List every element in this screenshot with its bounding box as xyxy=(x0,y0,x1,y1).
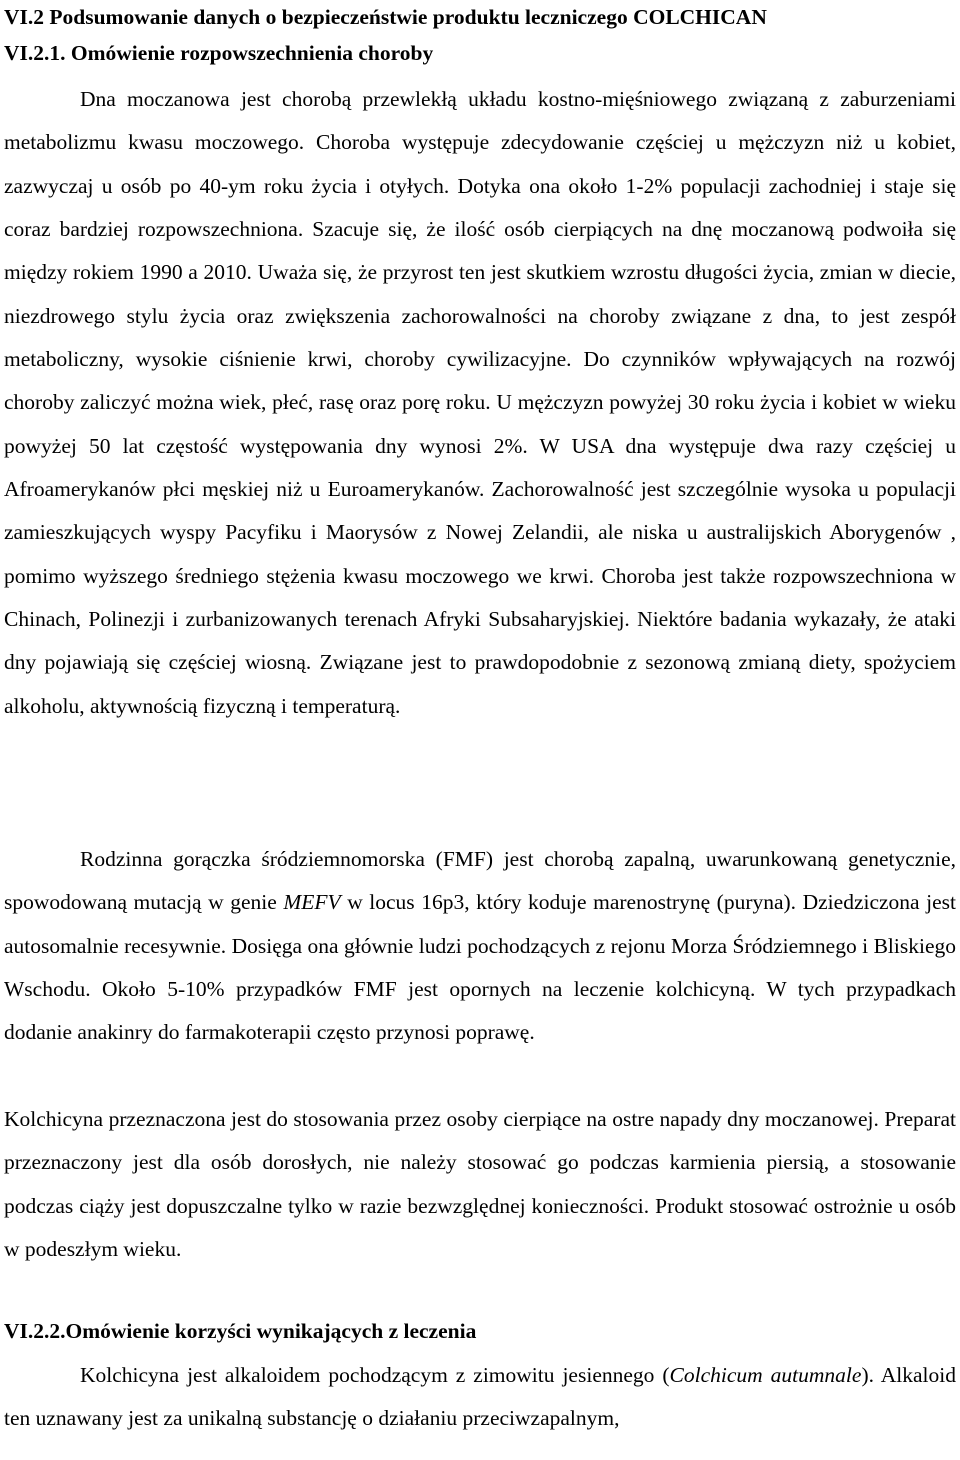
subsection-title-treatment-benefits: VI.2.2.Omówienie korzyści wynikających z leczenia xyxy=(4,1319,477,1343)
gene-name: MEFV xyxy=(283,890,341,915)
paragraph-origin-text-start: Kolchicyna jest alkaloidem pochodzącym z zimowitu jesiennego ( xyxy=(80,1363,670,1387)
paragraph-gout-prevalence: Dna moczanowa jest chorobą przewlekłą układu kostno-mięśniowego związaną z zaburzeniami metabolizmu kwasu moczowego. Choroba występuje zdecydowanie częściej u mężczyzn niż u kobiet, zazwyczaj u osób po 40-ym roku życia i otyłych. Dotyka ona około 1-2% populacji zachodniej i staje się coraz bardziej rozpowszechniona. Szacuje się, że ilość osób cierpiących na dnę moczanową podwoiła się między rokiem 1990 a 2010. Uważa się, że przyrost ten jest skutkiem wzrostu długości życia, zmian w diecie, niezdrowego stylu życia oraz zwiększenia zachorowalności na choroby związane z dna, to jest zespół metaboliczny, wysokie ciśnienie krwi, choroby cywilizacyjne. Do czynników wpływających na rozwój choroby zaliczyć można wiek, płeć, rasę oraz porę roku. U mężczyzn powyżej 30 roku życia i kobiet w wieku powyżej 50 lat częstość występowania dny wynosi 2%. W USA dna występuje dwa razy częściej u Afroamerykanów płci męskiej niż u Euroamerykanów. Zachorowalność jest szczególnie wysoka u populacji zamieszkujących wyspy Pacyfiku i Maorysów z Nowej Zelandii, ale niska u australijskich Aborygenów , pomimo wyższego średniego stężenia kwasu moczowego we krwi. Choroba jest także rozpowszechniona w Chinach, Polinezji i zurbanizowanych terenach Afryki Subsaharyjskiej. Niektóre badania wykazały, że ataki dny pojawiają się częściej wiosną. Związane jest to prawdopodobnie z sezonową zmianą diety, spożyciem alkoholu, aktywnością fizyczną i temperaturą. xyxy=(4,87,956,718)
paragraph-fmf-text-start: Rodzinna gorączka śródziemnomorska (FMF) jest chorobą zapalną, uwarunkowaną genetycznie, spowodowaną mutacją w genie xyxy=(4,847,956,915)
section-title: VI.2 Podsumowanie danych o bezpieczeństwie produktu leczniczego COLCHICAN xyxy=(4,5,767,29)
paragraph-colchicine-origin xyxy=(4,1354,956,1441)
paragraph-origin-text-end: ). Alkaloid ten uznawany jest za unikalną substancję o działaniu przeciwzapalnym, xyxy=(4,1363,956,1431)
subsection-title-disease-prevalence: VI.2.1. Omówienie rozpowszechnienia choroby xyxy=(4,41,434,65)
paragraph-fmf xyxy=(4,838,956,1055)
paragraph-colchicine-indication: Kolchicyna przeznaczona jest do stosowania przez osoby cierpiące na ostre napady dny moczanowej. Preparat przeznaczony jest dla osób dorosłych, nie należy stosować go podczas karmienia piersią, a stosowanie podczas ciąży jest dopuszczalne tylko w razie bezwzględnej konieczności. Produkt stosować ostrożnie u osób w podeszłym wieku. xyxy=(4,1107,956,1262)
latin-plant-name: Colchicum autumnale xyxy=(669,1363,862,1387)
paragraph-fmf-text-end: w locus 16p3, który koduje marenostrynę (puryna). Dziedziczona jest autosomalnie recesywnie. Dosięga ona głównie ludzi pochodzących z rejonu Morza Śródziemnego i Bliskiego Wschodu. Około 5-10% przypadków FMF jest opornych na leczenie kolchicyną. W tych przypadkach dodanie anakinry do farmakoterapii często przynosi poprawę. xyxy=(4,890,956,1045)
